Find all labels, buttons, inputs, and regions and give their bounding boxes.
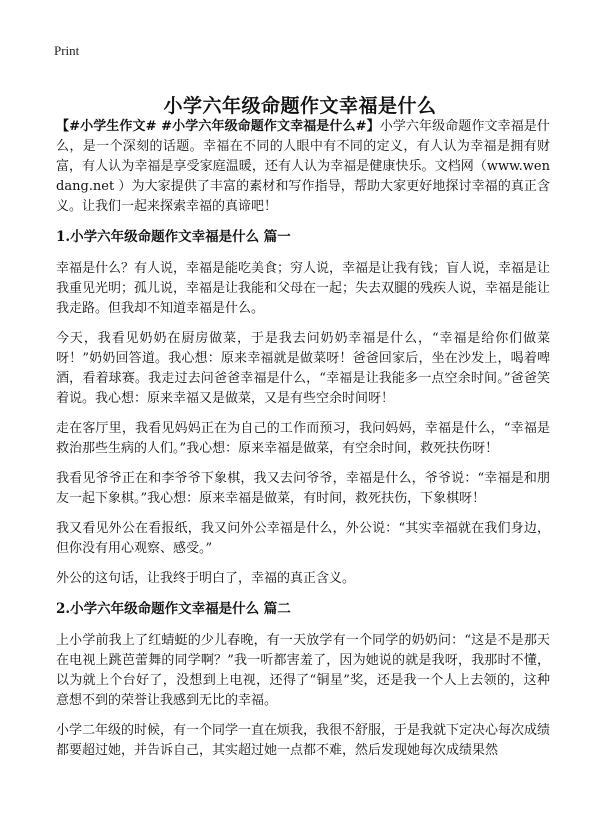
section-heading-2: 2.小学六年级命题作文幸福是什么 篇二 [56,601,291,617]
paragraph: 今天，我看见奶奶在厨房做菜，于是我去问奶奶幸福是什么，“幸福是给你们做菜呀！”奶奶回答道。我心想：原来幸福就是做菜呀！爸爸回家后，坐在沙发上，喝着啤酒，看着球赛。我走过去问爸爸幸福是什么，“幸福是让我能多一点空余时间。”爸爸笑着说。我心想：原来幸福又是做菜，又是有些空余时间呀！ [56,331,550,406]
paragraph: 外公的这句话，让我终于明白了，幸福的真正含义。 [56,571,356,586]
section-heading-1: 1.小学六年级命题作文幸福是什么 篇一 [56,229,291,245]
document-title: 小学六年级命题作文幸福是什么 [163,94,437,117]
paragraph: 上小学前我上了红蜻蜓的少儿春晚，有一天放学有一个同学的奶奶问：“这是不是那天在电视上跳芭蕾舞的同学啊？”我一听都害羞了，因为她说的就是我呀，我那时不懂，以为就上个台好了，没想到上电视，还得了“铜星”奖，还是我一个人上去领的，这种意想不到的荣誉让我感到无比的幸福。 [56,633,550,708]
print-link[interactable]: Print [54,43,80,58]
intro-paragraph [56,117,550,217]
paragraph: 幸福是什么？有人说，幸福是能吃美食；穷人说，幸福是让我有钱；盲人说，幸福是让我重见光明；孤儿说，幸福是让我能和父母在一起；失去双腿的残疾人说，幸福是能让我走路。但我却不知道幸福是什么。 [56,261,551,316]
paragraph: 我看见爷爷正在和李爷爷下象棋，我又去问爷爷，幸福是什么，爷爷说：“幸福是和朋友一起下象棋。”我心想：原来幸福是做菜，有时间，救死扶伤，下象棋呀！ [56,471,550,506]
paragraph: 走在客厅里，我看见妈妈正在为自己的工作而预习，我问妈妈，幸福是什么，“幸福是救治那些生病的人们。”我心想：原来幸福是做菜，有空余时间，救死扶伤呀！ [56,421,550,456]
intro-text: 小学六年级命题作文幸福是什么，是一个深刻的话题。幸福在不同的人眼中有不同的定义，有人认为幸福是拥有财富，有人认为幸福是享受家庭温暖，还有人认为幸福是健康快乐。文档网（www.wendang.net ）为大家提供了丰富的素材和写作指导，帮助大家更好地探讨幸福的真正含义。让我们一起来探索幸福的真谛吧！ [56,119,550,214]
paragraph: 我又看见外公在看报纸，我又问外公幸福是什么，外公说：“其实幸福就在我们身边，但你没有用心观察、感受。” [56,521,550,556]
intro-tag: 【#小学生作文# #小学六年级命题作文幸福是什么#】 [56,119,380,134]
paragraph: 小学二年级的时候，有一个同学一直在烦我，我很不舒服，于是我就下定决心每次成绩都要超过她，并告诉自己，其实超过她一点都不难，然后发现她每次成绩果然 [56,723,551,758]
document-body [56,117,550,771]
